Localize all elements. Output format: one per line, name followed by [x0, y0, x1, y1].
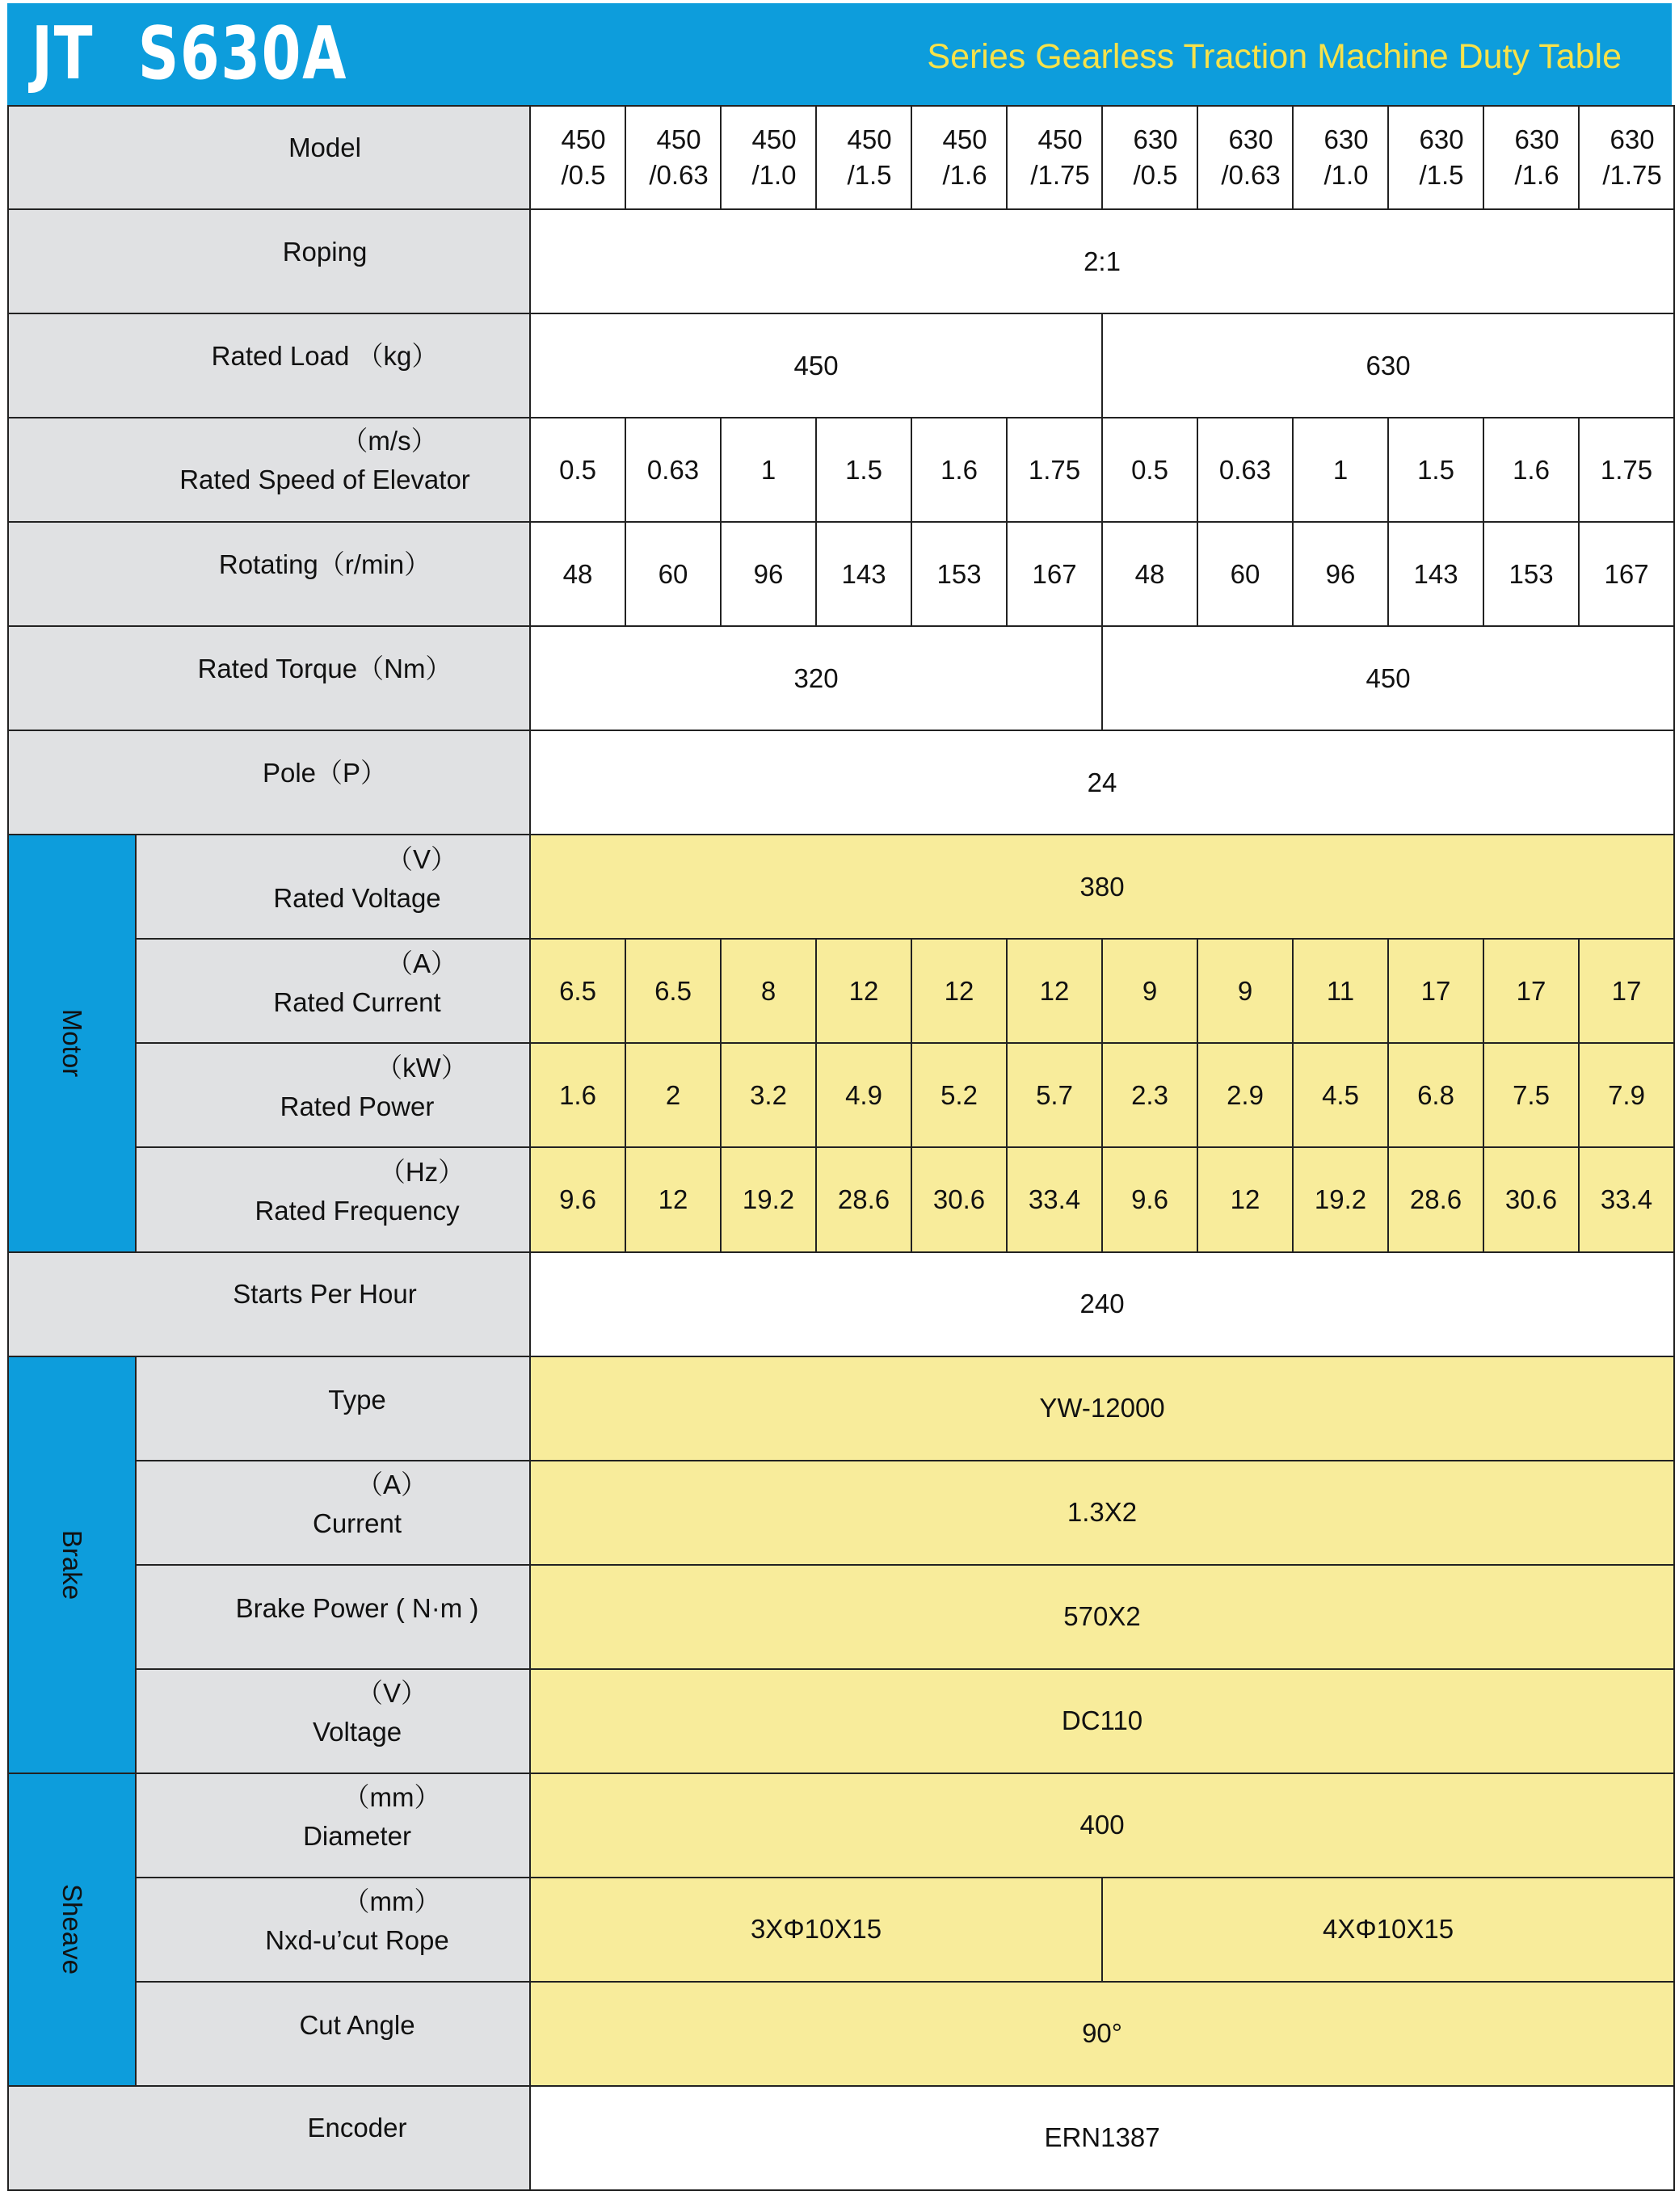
- rated-speed-value: 0.63: [1197, 418, 1293, 522]
- rated-frequency-value: 19.2: [721, 1147, 816, 1251]
- brake-voltage-label: （V） Voltage: [136, 1669, 530, 1773]
- rated-speed-value: 0.5: [1102, 418, 1197, 522]
- model-cell: 630 /0.63: [1197, 106, 1293, 209]
- rated-current-value: 17: [1579, 939, 1674, 1043]
- rotating-value: 167: [1007, 522, 1102, 626]
- rated-current-value: 12: [816, 939, 911, 1043]
- starts-per-hour-label: Starts Per Hour: [8, 1252, 530, 1356]
- table-subtitle: Series Gearless Traction Machine Duty Table: [927, 37, 1622, 76]
- rotating-value: 60: [625, 522, 721, 626]
- rated-frequency-value: 12: [1197, 1147, 1293, 1251]
- rated-speed-unit: （m/s）: [341, 425, 438, 456]
- rated-frequency-value: 28.6: [1388, 1147, 1483, 1251]
- rated-power-value: 7.9: [1579, 1043, 1674, 1147]
- brake-current-value: 1.3X2: [530, 1461, 1674, 1565]
- rated-power-value: 5.7: [1007, 1043, 1102, 1147]
- row-roping: [8, 209, 1674, 313]
- sheave-diameter-value: 400: [530, 1773, 1674, 1878]
- brake-type-label: Type: [136, 1356, 530, 1461]
- rated-voltage-label: （V） Rated Voltage: [136, 835, 530, 939]
- rotating-value: 48: [1102, 522, 1197, 626]
- rated-power-value: 2.3: [1102, 1043, 1197, 1147]
- rotating-value: 143: [1388, 522, 1483, 626]
- rated-speed-value: 1.6: [1483, 418, 1579, 522]
- rated-current-value: 12: [1007, 939, 1102, 1043]
- rated-current-value: 11: [1293, 939, 1388, 1043]
- rated-power-value: 7.5: [1483, 1043, 1579, 1147]
- model-label: Model: [8, 106, 530, 209]
- rated-voltage-value: 380: [530, 835, 1674, 939]
- row-sheave-diameter: [8, 1773, 1674, 1878]
- row-rated-load: [8, 313, 1674, 418]
- group-motor: Motor: [8, 835, 136, 1251]
- row-rated-frequency: [8, 1147, 1674, 1251]
- pole-label: Pole（P）: [8, 730, 530, 835]
- row-model: [8, 106, 1674, 209]
- rated-frequency-value: 12: [625, 1147, 721, 1251]
- rated-power-value: 4.5: [1293, 1043, 1388, 1147]
- cut-rope-value: 4XΦ10X15: [1102, 1878, 1674, 1982]
- row-brake-voltage: [8, 1669, 1674, 1773]
- rotating-label: Rotating（r/min）: [8, 522, 530, 626]
- rated-current-value: 12: [911, 939, 1007, 1043]
- starts-per-hour-value: 240: [530, 1252, 1674, 1356]
- row-encoder: [8, 2086, 1674, 2190]
- rated-frequency-value: 9.6: [530, 1147, 625, 1251]
- row-rated-voltage: [8, 835, 1674, 939]
- roping-value: 2:1: [530, 209, 1674, 313]
- rotating-value: 48: [530, 522, 625, 626]
- brand-title: [32, 6, 347, 102]
- brake-type-value: YW-12000: [530, 1356, 1674, 1461]
- row-brake-current: [8, 1461, 1674, 1565]
- group-sheave: Sheave: [8, 1773, 136, 2086]
- rated-current-value: 8: [721, 939, 816, 1043]
- rotating-value: 167: [1579, 522, 1674, 626]
- encoder-label: Encoder: [8, 2086, 530, 2190]
- row-rated-speed: [8, 418, 1674, 522]
- rated-current-value: 6.5: [530, 939, 625, 1043]
- rotating-value: 153: [911, 522, 1007, 626]
- row-cut-angle: [8, 1982, 1674, 2086]
- sheave-diameter-label: （mm） Diameter: [136, 1773, 530, 1878]
- row-rated-torque: [8, 626, 1674, 730]
- brand-name: JT: [32, 11, 95, 96]
- rated-frequency-value: 30.6: [911, 1147, 1007, 1251]
- rated-power-value: 6.8: [1388, 1043, 1483, 1147]
- rated-current-value: 6.5: [625, 939, 721, 1043]
- rated-frequency-value: 30.6: [1483, 1147, 1579, 1251]
- brake-power-label: Brake Power ( N·m ): [136, 1565, 530, 1669]
- model-code: S630A: [137, 11, 347, 96]
- rated-speed-value: 1: [1293, 418, 1388, 522]
- model-cell: 450 /1.75: [1007, 106, 1102, 209]
- rated-frequency-value: 28.6: [816, 1147, 911, 1251]
- cut-angle-value: 90°: [530, 1982, 1674, 2086]
- rotating-value: 153: [1483, 522, 1579, 626]
- rated-speed-value: 0.63: [625, 418, 721, 522]
- pole-value: 24: [530, 730, 1674, 835]
- rated-speed-value: 1.6: [911, 418, 1007, 522]
- encoder-value: ERN1387: [530, 2086, 1674, 2190]
- row-starts-per-hour: [8, 1252, 1674, 1356]
- row-rated-power: [8, 1043, 1674, 1147]
- row-pole: [8, 730, 1674, 835]
- rated-load-value: 630: [1102, 313, 1674, 418]
- rated-current-value: 9: [1102, 939, 1197, 1043]
- group-brake: Brake: [8, 1356, 136, 1773]
- rated-power-value: 5.2: [911, 1043, 1007, 1147]
- rated-power-value: 4.9: [816, 1043, 911, 1147]
- rated-frequency-value: 19.2: [1293, 1147, 1388, 1251]
- rated-frequency-value: 9.6: [1102, 1147, 1197, 1251]
- model-cell: 450 /1.5: [816, 106, 911, 209]
- row-cut-rope: [8, 1878, 1674, 1982]
- rated-current-value: 9: [1197, 939, 1293, 1043]
- rated-frequency-value: 33.4: [1579, 1147, 1674, 1251]
- brake-voltage-value: DC110: [530, 1669, 1674, 1773]
- cut-angle-label: Cut Angle: [136, 1982, 530, 2086]
- model-cell: 450 /1.6: [911, 106, 1007, 209]
- row-rotating: [8, 522, 1674, 626]
- model-cell: 450 /1.0: [721, 106, 816, 209]
- rated-speed-label: （m/s） Rated Speed of Elevator: [8, 418, 530, 522]
- rated-speed-value: 1.5: [1388, 418, 1483, 522]
- rotating-value: 60: [1197, 522, 1293, 626]
- rated-power-value: 2.9: [1197, 1043, 1293, 1147]
- model-cell: 450 /0.63: [625, 106, 721, 209]
- rated-power-value: 2: [625, 1043, 721, 1147]
- model-cell: 630 /1.5: [1388, 106, 1483, 209]
- rated-speed-value: 1.75: [1007, 418, 1102, 522]
- model-cell: 630 /0.5: [1102, 106, 1197, 209]
- rated-speed-value: 1.5: [816, 418, 911, 522]
- brake-power-value: 570X2: [530, 1565, 1674, 1669]
- model-cell: 630 /1.6: [1483, 106, 1579, 209]
- rated-power-value: 3.2: [721, 1043, 816, 1147]
- brake-current-label: （A） Current: [136, 1461, 530, 1565]
- rated-speed-value: 0.5: [530, 418, 625, 522]
- rated-speed-value: 1: [721, 418, 816, 522]
- cut-rope-label: （mm） Nxd-u’cut Rope: [136, 1878, 530, 1982]
- rotating-value: 96: [1293, 522, 1388, 626]
- rated-load-value: 450: [530, 313, 1102, 418]
- cut-rope-value: 3XΦ10X15: [530, 1878, 1102, 1982]
- model-cell: 450 /0.5: [530, 106, 625, 209]
- rated-speed-value: 1.75: [1579, 418, 1674, 522]
- rated-power-value: 1.6: [530, 1043, 625, 1147]
- duty-table: [7, 105, 1675, 2191]
- rated-frequency-value: 33.4: [1007, 1147, 1102, 1251]
- rated-torque-value: 450: [1102, 626, 1674, 730]
- row-rated-current: [8, 939, 1674, 1043]
- row-brake-power: [8, 1565, 1674, 1669]
- row-brake-type: [8, 1356, 1674, 1461]
- roping-label: Roping: [8, 209, 530, 313]
- rated-load-label: Rated Load （kg）: [8, 313, 530, 418]
- model-cell: 630 /1.0: [1293, 106, 1388, 209]
- rated-power-label: （kW） Rated Power: [136, 1043, 530, 1147]
- rated-current-value: 17: [1483, 939, 1579, 1043]
- header-banner: [7, 3, 1672, 105]
- rated-torque-label: Rated Torque（Nm）: [8, 626, 530, 730]
- rated-current-value: 17: [1388, 939, 1483, 1043]
- rated-current-label: （A） Rated Current: [136, 939, 530, 1043]
- rated-torque-value: 320: [530, 626, 1102, 730]
- rotating-value: 96: [721, 522, 816, 626]
- rotating-value: 143: [816, 522, 911, 626]
- model-cell: 630 /1.75: [1579, 106, 1674, 209]
- rated-frequency-label: （Hz） Rated Frequency: [136, 1147, 530, 1251]
